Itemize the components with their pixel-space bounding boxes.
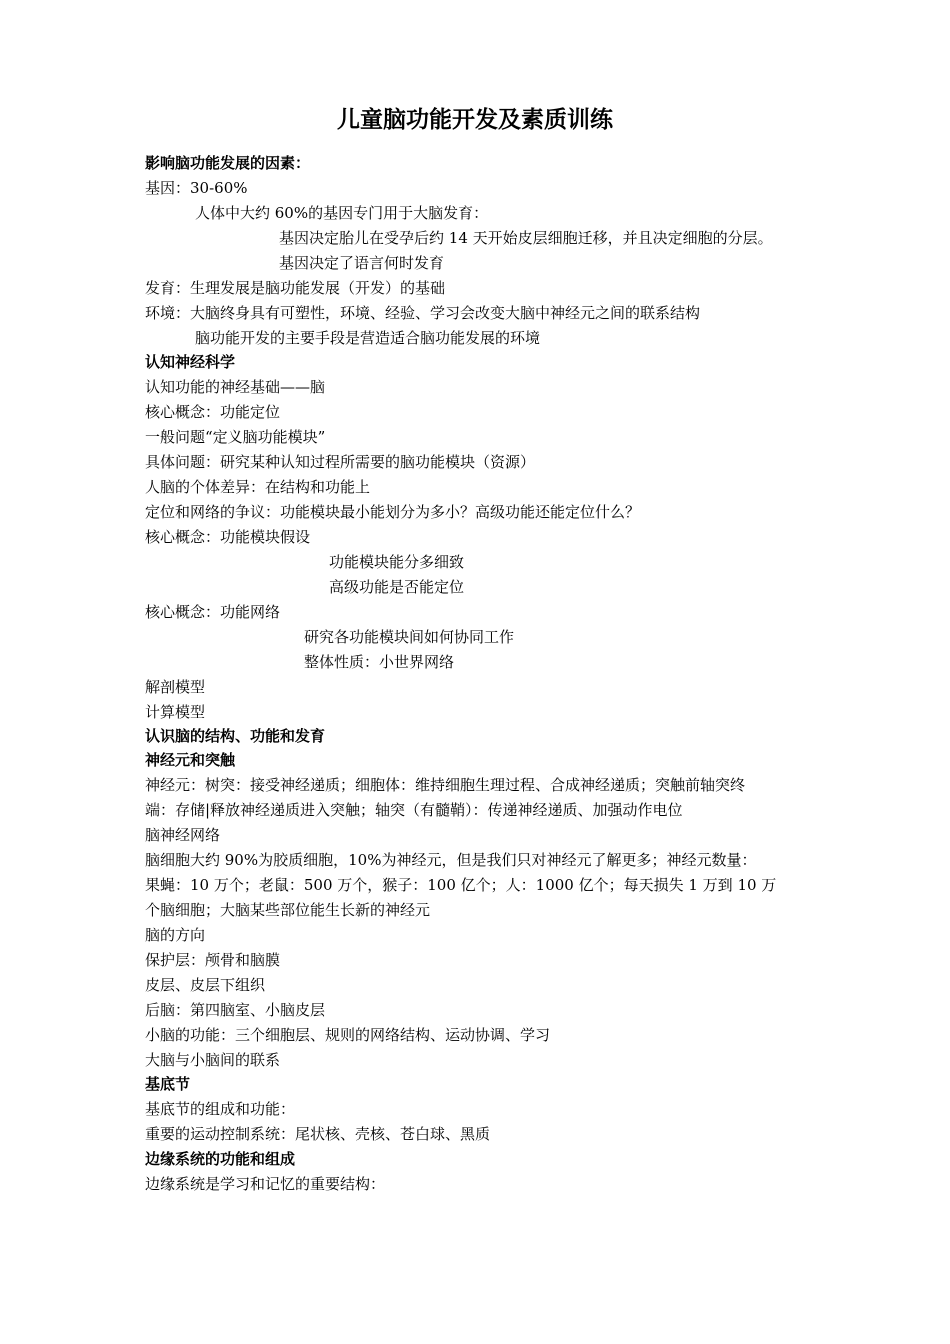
text-line: 重要的运动控制系统：尾状核、壳核、苍白球、黑质 <box>145 1125 491 1143</box>
text-line: 核心概念：功能定位 <box>145 403 281 421</box>
text-line: 高级功能是否能定位 <box>329 578 465 596</box>
section-heading: 边缘系统的功能和组成 <box>145 1150 296 1168</box>
text-line: 小脑的功能：三个细胞层、规则的网络结构、运动协调、学习 <box>145 1026 551 1044</box>
text-line: 计算模型 <box>145 703 206 721</box>
text-line: 基因决定了语言何时发育 <box>279 254 445 272</box>
text-line: 后脑：第四脑室、小脑皮层 <box>145 1001 326 1019</box>
text-line: 脑的方向 <box>145 926 206 944</box>
text-line: 整体性质：小世界网络 <box>304 653 455 671</box>
text-line: 脑神经网络 <box>145 826 221 844</box>
text-line: 脑细胞大约 90%为胶质细胞，10%为神经元，但是我们只对神经元了解更多；神经元数量： <box>145 851 757 869</box>
text-line: 人体中大约 60%的基因专门用于大脑发育： <box>195 204 489 222</box>
text-line: 研究各功能模块间如何协同工作 <box>304 628 515 646</box>
text-line: 神经元：树突：接受神经递质；细胞体：维持细胞生理过程、合成神经递质；突触前轴突终 <box>145 776 746 794</box>
text-line: 核心概念：功能模块假设 <box>145 528 311 546</box>
text-line: 边缘系统是学习和记忆的重要结构： <box>145 1175 386 1193</box>
section-heading: 认知神经科学 <box>145 353 236 371</box>
text-line: 基因：30-60% <box>145 179 248 197</box>
document-title: 儿童脑功能开发及素质训练 <box>337 107 613 133</box>
text-line: 具体问题：研究某种认知过程所需要的脑功能模块（资源） <box>145 453 536 471</box>
text-line: 脑功能开发的主要手段是营造适合脑功能发展的环境 <box>195 329 541 347</box>
section-heading: 影响脑功能发展的因素： <box>145 154 311 172</box>
section-heading: 基底节 <box>145 1075 191 1093</box>
text-line: 大脑与小脑间的联系 <box>145 1051 281 1069</box>
text-line: 环境：大脑终身具有可塑性，环境、经验、学习会改变大脑中神经元之间的联系结构 <box>145 304 701 322</box>
text-line: 认知功能的神经基础——脑 <box>145 378 326 396</box>
text-line: 基因决定胎儿在受孕后约 14 天开始皮层细胞迁移，并且决定细胞的分层。 <box>279 229 773 247</box>
text-line: 定位和网络的争议：功能模块最小能划分为多小？高级功能还能定位什么？ <box>145 503 641 521</box>
text-line: 端：存储|释放神经递质进入突触；轴突（有髓鞘）：传递神经递质、加强动作电位 <box>145 801 683 819</box>
text-line: 保护层：颅骨和脑膜 <box>145 951 281 969</box>
text-line: 一般问题“定义脑功能模块” <box>145 428 326 446</box>
text-line: 果蝇：10 万个；老鼠：500 万个，猴子：100 亿个；人：1000 亿个；每天损失 1 万到 10 万 <box>145 876 777 894</box>
text-line: 解剖模型 <box>145 678 206 696</box>
section-heading: 认识脑的结构、功能和发育 <box>145 727 326 745</box>
text-line: 皮层、皮层下组织 <box>145 976 266 994</box>
text-line: 功能模块能分多细致 <box>329 553 465 571</box>
text-line: 个脑细胞；大脑某些部位能生长新的神经元 <box>145 901 431 919</box>
section-heading: 神经元和突触 <box>145 751 236 769</box>
text-line: 发育：生理发展是脑功能发展（开发）的基础 <box>145 279 446 297</box>
text-line: 核心概念：功能网络 <box>145 603 281 621</box>
text-line: 人脑的个体差异：在结构和功能上 <box>145 478 371 496</box>
text-line: 基底节的组成和功能： <box>145 1100 296 1118</box>
